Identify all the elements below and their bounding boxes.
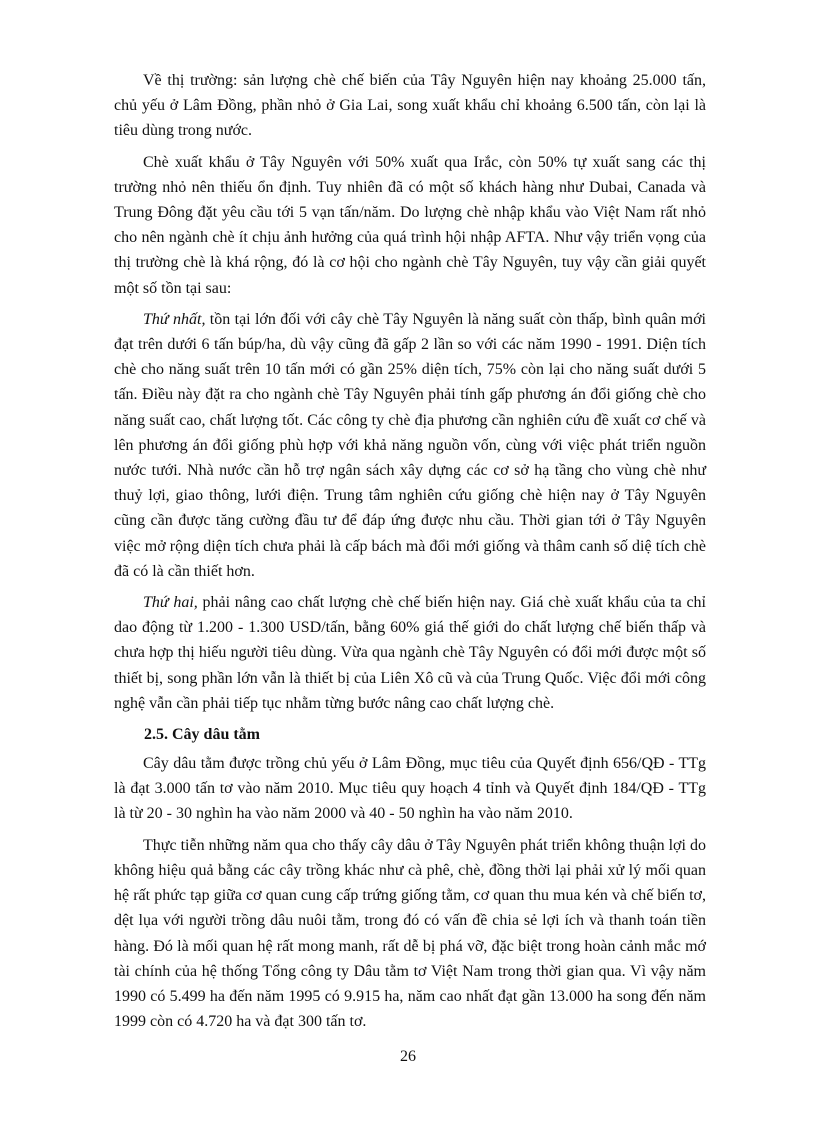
paragraph-first-issue (114, 307, 706, 584)
paragraph-text: Về thị trường: sản lượng chè chế biến của Tây Nguyên hiện nay khoảng 25.000 tấn, chủ yếu ở Lâm Đồng, phần nhỏ ở Gia Lai, song xuất khẩu chỉ khoảng 6.500 tấn, còn lại là tiêu dùng trong nước. (114, 72, 706, 140)
paragraph-text: phải nâng cao chất lượng chè chế biến hiện nay. Giá chè xuất khẩu của ta chỉ dao động từ 1.200 - 1.300 USD/tấn, bằng 60% giá thế giới do chất lượng chế biến thấp và chưa hợp thị hiếu người tiêu dùng. Vừa qua ngành chè Tây Nguyên có đổi mới được một số thiết bị, song phần lớn vẫn là thiết bị của Liên Xô cũ và của Trung Quốc. Việc đổi mới công nghệ vẫn cần phải tiếp tục nhằm từng bước nâng cao chất lượng chè. (114, 594, 706, 712)
paragraph-lead: Thứ nhất, (143, 310, 206, 328)
paragraph-text: Cây dâu tằm được trồng chủ yếu ở Lâm Đồng, mục tiêu của Quyết định 656/QĐ - TTg là đạt 3.000 tấn tơ vào năm 2010. Mục tiêu quy hoạch 4 tỉnh và Quyết định 184/QĐ - TTg là từ 20 - 30 nghìn ha vào năm 2000 và 40 - 50 nghìn ha vào năm 2010. (114, 755, 706, 823)
paragraph-text: tồn tại lớn đối với cây chè Tây Nguyên là năng suất còn thấp, bình quân mới đạt trên dưới 6 tấn búp/ha, dù vậy cũng đã gấp 2 lần so với các năm 1990 - 1991. Diện tích chè cho năng suất trên 10 tấn mới có gần 25% diện tích, 75% còn lại cho năng suất dưới 5 tấn. Điều này đặt ra cho ngành chè Tây Nguyên phải tính gấp phương án đổi giống chè cho năng suất cao, chất lượng tốt. Các công ty chè địa phương cần nghiên cứu đề xuất cơ chế và lên phương án đổi giống phù hợp với khả năng nguồn vốn, cùng với việc phát triển nguồn nước tưới. Nhà nước cần hỗ trợ ngân sách xây dựng các cơ sở hạ tầng cho vùng chè như thuỷ lợi, giao thông, lưới điện. Trung tâm nghiên cứu giống chè hiện nay ở Tây Nguyên cũng cần được tăng cường đầu tư để đáp ứng được nhu cầu. Thời gian tới ở Tây Nguyên việc mở rộng diện tích chưa phải là cấp bách mà đổi mới giống và thâm canh số diệ tích chè đã có là cần thiết hơn. (114, 310, 706, 580)
paragraph-export (114, 150, 706, 301)
paragraph-mulberry-reality (114, 833, 706, 1035)
document-page (114, 68, 706, 1040)
paragraph-market (114, 68, 706, 144)
paragraph-lead: Thứ hai, (143, 594, 198, 612)
page-number: 26 (400, 1048, 416, 1065)
paragraph-text: Chè xuất khẩu ở Tây Nguyên với 50% xuất qua Irắc, còn 50% tự xuất sang các thị trường nhỏ nên thiếu ổn định. Tuy nhiên đã có một số khách hàng như Dubai, Canada và Trung Đông đặt yêu cầu tới 5 vạn tấn/năm. Do lượng chè nhập khẩu vào Việt Nam rất nhỏ cho nên ngành chè ít chịu ảnh hưởng của quá trình hội nhập AFTA. Như vậy triển vọng của thị trường chè là khá rộng, đó là cơ hội cho ngành chè Tây Nguyên, tuy vậy cần giải quyết một số tồn tại sau: (114, 153, 706, 297)
paragraph-text: Thực tiễn những năm qua cho thấy cây dâu ở Tây Nguyên phát triển không thuận lợi do không hiệu quả bằng các cây trồng khác như cà phê, chè, đồng thời lại phải xử lý mối quan hệ rất phức tạp giữa cơ quan cung cấp trứng giống tằm, cơ quan thu mua kén và chế biến tơ, dệt lụa với người trồng dâu nuôi tằm, trong đó có vấn đề chia sẻ lợi ích và thanh toán tiền hàng. Đó là mối quan hệ rất mong manh, rất dễ bị phá vỡ, đặc biệt trong hoàn cảnh mắc mớ tài chính của hệ thống Tổng công ty Dâu tằm tơ Việt Nam trong thời gian qua. Vì vậy năm 1990 có 5.499 ha đến năm 1995 có 9.915 ha, năm cao nhất đạt gần 13.000 ha song đến năm 1999 còn có 4.720 ha và đạt 300 tấn tơ. (114, 836, 706, 1031)
section-heading: 2.5. Cây dâu tằm (144, 726, 261, 744)
paragraph-second-issue (114, 590, 706, 716)
paragraph-mulberry-target (114, 751, 706, 827)
